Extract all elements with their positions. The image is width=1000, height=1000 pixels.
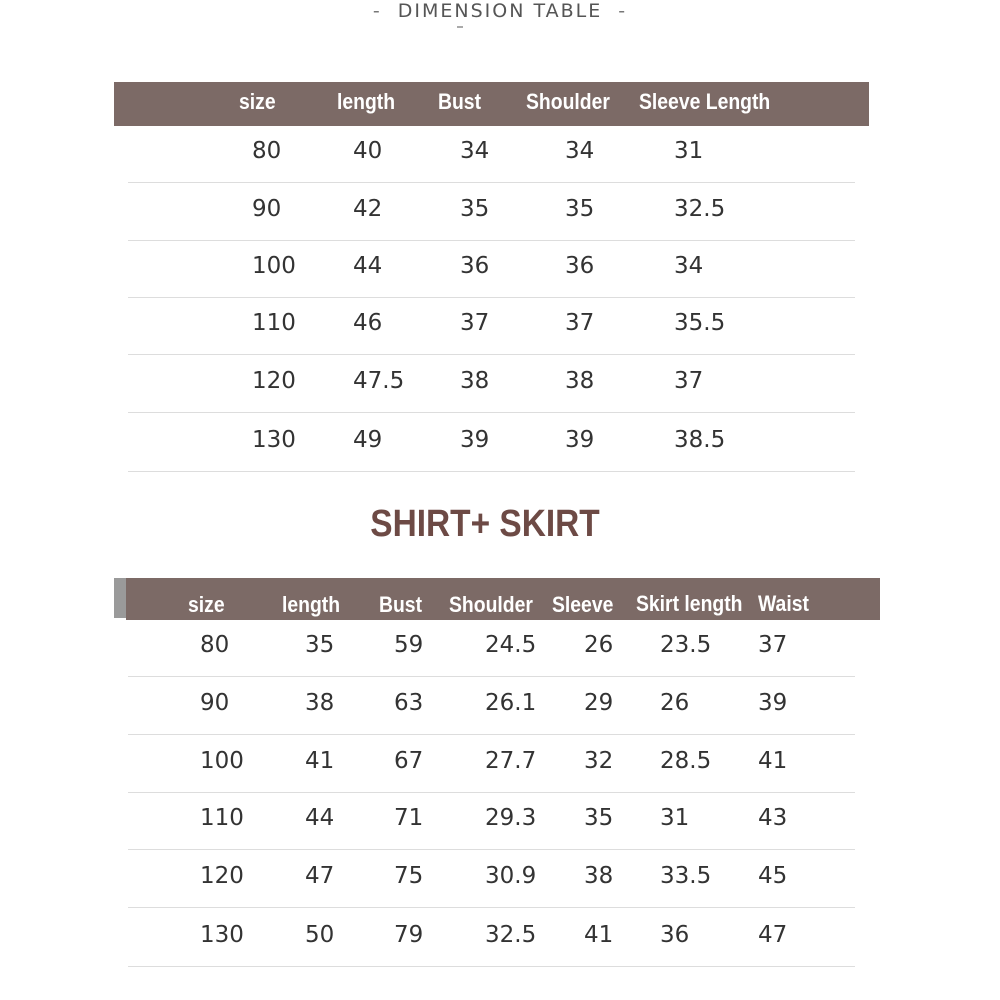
cell-sleeve: 35 [584, 805, 614, 831]
cell-sleeve-length: 31 [674, 138, 704, 164]
page-title [0, 0, 1000, 22]
cell-sleeve: 26 [584, 632, 614, 658]
table-2-header-shoulder: Shoulder [449, 592, 533, 617]
cell-skirt-length: 31 [660, 805, 690, 831]
cell-shoulder: 26.1 [485, 690, 537, 716]
cell-sleeve: 41 [584, 922, 614, 948]
cell-length: 46 [353, 310, 383, 336]
table-1-header [114, 82, 869, 126]
cell-waist: 43 [758, 805, 788, 831]
cell-size: 130 [200, 922, 244, 948]
cell-bust: 39 [460, 427, 490, 453]
table-row [128, 909, 855, 967]
table-1-header-sleeve-length: Sleeve Length [639, 89, 771, 114]
cell-shoulder: 37 [565, 310, 595, 336]
cell-bust: 36 [460, 253, 490, 279]
cell-length: 49 [353, 427, 383, 453]
cell-shoulder: 35 [565, 196, 595, 222]
title-dash-right: - [618, 0, 628, 22]
cell-bust: 67 [394, 748, 424, 774]
cell-length: 44 [305, 805, 335, 831]
cell-sleeve: 38 [584, 863, 614, 889]
cell-length: 47 [305, 863, 335, 889]
table-row [128, 297, 855, 355]
table-row [128, 355, 855, 413]
table-2-header [126, 578, 880, 620]
table-1-header-bust: Bust [438, 89, 482, 114]
table-2-header-sleeve: Sleeve [552, 592, 614, 617]
table-1-header-size: size [239, 89, 276, 114]
cell-bust: 38 [460, 368, 490, 394]
cell-bust: 34 [460, 138, 490, 164]
table-row [128, 240, 855, 298]
table-2-header-accent [114, 578, 126, 618]
cell-sleeve: 29 [584, 690, 614, 716]
table-2-header-waist: Waist [758, 591, 809, 616]
cell-size: 110 [252, 310, 296, 336]
table-row [128, 677, 855, 735]
cell-length: 38 [305, 690, 335, 716]
table-row [128, 125, 855, 183]
cell-size: 120 [252, 368, 296, 394]
cell-shoulder: 29.3 [485, 805, 537, 831]
cell-shoulder: 32.5 [485, 922, 537, 948]
cell-skirt-length: 33.5 [660, 863, 712, 889]
cell-size: 100 [200, 748, 244, 774]
table-row [128, 183, 855, 241]
cell-sleeve-length: 37 [674, 368, 704, 394]
cell-sleeve: 32 [584, 748, 614, 774]
cell-size: 120 [200, 863, 244, 889]
title-dash-left: - [372, 0, 382, 22]
table-row [128, 735, 855, 793]
cell-length: 42 [353, 196, 383, 222]
cell-shoulder: 27.7 [485, 748, 537, 774]
cell-size: 90 [252, 196, 282, 222]
cell-waist: 45 [758, 863, 788, 889]
cell-size: 100 [252, 253, 296, 279]
cell-length: 41 [305, 748, 335, 774]
cell-skirt-length: 23.5 [660, 632, 712, 658]
table-2-header-bust: Bust [379, 592, 423, 617]
section-title: SHIRT+ SKIRT [370, 503, 600, 545]
cell-bust: 63 [394, 690, 424, 716]
cell-length: 44 [353, 253, 383, 279]
cell-sleeve-length: 35.5 [674, 310, 726, 336]
cell-bust: 35 [460, 196, 490, 222]
cell-waist: 47 [758, 922, 788, 948]
cell-size: 90 [200, 690, 230, 716]
cell-length: 40 [353, 138, 383, 164]
cell-size: 80 [200, 632, 230, 658]
cell-shoulder: 38 [565, 368, 595, 394]
table-2-header-size: size [188, 592, 225, 617]
cell-shoulder: 36 [565, 253, 595, 279]
cell-waist: 39 [758, 690, 788, 716]
cell-bust: 79 [394, 922, 424, 948]
cell-bust: 75 [394, 863, 424, 889]
cell-size: 110 [200, 805, 244, 831]
table-2-header-skirt-length: Skirt length [636, 591, 743, 616]
cell-bust: 71 [394, 805, 424, 831]
cell-skirt-length: 28.5 [660, 748, 712, 774]
table-row [128, 850, 855, 908]
cell-length: 50 [305, 922, 335, 948]
cell-shoulder: 34 [565, 138, 595, 164]
cell-length: 35 [305, 632, 335, 658]
cell-shoulder: 39 [565, 427, 595, 453]
table-1-header-shoulder: Shoulder [526, 89, 610, 114]
cell-sleeve-length: 38.5 [674, 427, 726, 453]
page-title-text: DIMENSION TABLE [397, 0, 603, 22]
cell-sleeve-length: 34 [674, 253, 704, 279]
table-row [128, 792, 855, 850]
cell-shoulder: 30.9 [485, 863, 537, 889]
cell-shoulder: 24.5 [485, 632, 537, 658]
cell-length: 47.5 [353, 368, 405, 394]
table-2-header-length: length [282, 592, 341, 617]
cell-sleeve-length: 32.5 [674, 196, 726, 222]
cell-size: 80 [252, 138, 282, 164]
title-underline-mark [457, 26, 463, 28]
cell-skirt-length: 36 [660, 922, 690, 948]
cell-waist: 37 [758, 632, 788, 658]
cell-waist: 41 [758, 748, 788, 774]
table-row [128, 414, 855, 472]
table-row [128, 619, 855, 677]
table-1-header-length: length [337, 89, 396, 114]
cell-skirt-length: 26 [660, 690, 690, 716]
cell-bust: 37 [460, 310, 490, 336]
cell-size: 130 [252, 427, 296, 453]
cell-bust: 59 [394, 632, 424, 658]
